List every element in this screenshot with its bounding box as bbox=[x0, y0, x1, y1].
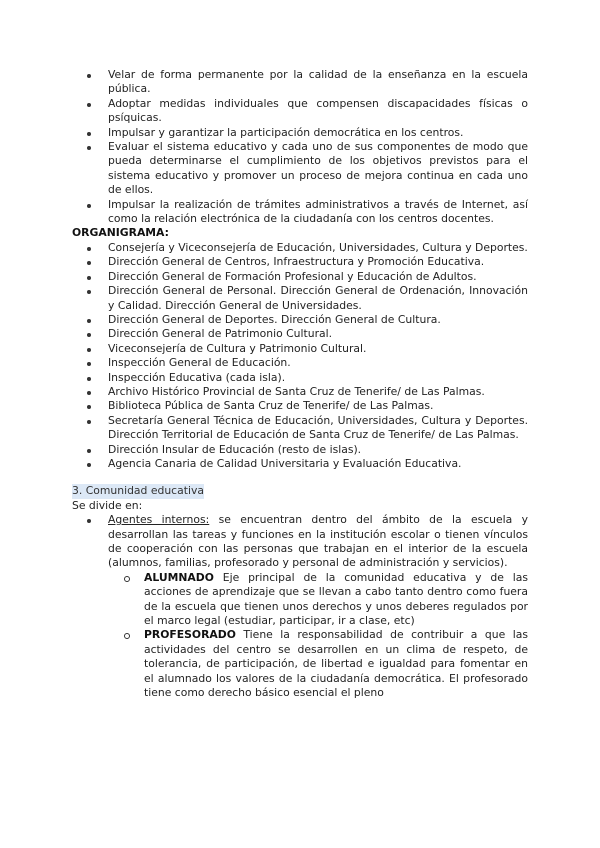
bullet-dot-icon bbox=[87, 333, 91, 337]
list-item-text: Inspección General de Educación. bbox=[108, 356, 291, 370]
list-item bbox=[108, 443, 528, 457]
list-item-text: Biblioteca Pública de Santa Cruz de Tenerife/ de Las Palmas. bbox=[108, 399, 434, 413]
list-item-text: Dirección General de Formación Profesional y Educación de Adultos. bbox=[108, 269, 477, 283]
list-item-text: Viceconsejería de Cultura y Patrimonio Cultural. bbox=[108, 341, 367, 355]
list-item-text: Dirección General de Personal. Dirección General de Ordenación, Innovación y Calidad. Dirección General de Universidades. bbox=[108, 284, 528, 312]
list-item-text: Dirección General de Deportes. Dirección General de Cultura. bbox=[108, 312, 441, 326]
organigrama-list bbox=[72, 241, 528, 472]
section-3-heading bbox=[72, 484, 528, 498]
profesorado-text: Tiene la responsabilidad de contribuir a que las actividades del centro se desarrollen en un clima de respeto, de tolerancia, de participación, de libertad e igualdad para fomentar en el alumnado los valores de la ciudadanía democrática. El profesorado tiene como derecho básico esencial el pleno bbox=[144, 628, 528, 700]
bullet-dot-icon bbox=[87, 74, 91, 78]
bullet-dot-icon bbox=[87, 420, 91, 424]
list-item bbox=[144, 571, 528, 629]
list-item bbox=[108, 270, 528, 284]
agentes-internos-label: Agentes internos: bbox=[108, 513, 210, 527]
bullet-dot-icon bbox=[87, 132, 91, 136]
agentes-sublist bbox=[108, 571, 528, 701]
profesorado-label: PROFESORADO bbox=[144, 628, 236, 642]
list-item bbox=[108, 399, 528, 413]
bullet-dot-icon bbox=[87, 348, 91, 352]
list-item bbox=[108, 356, 528, 370]
bullet-dot-icon bbox=[87, 146, 91, 150]
bullet-dot-icon bbox=[87, 319, 91, 323]
list-item bbox=[108, 457, 528, 471]
list-item bbox=[108, 97, 528, 126]
bullet-dot-icon bbox=[87, 463, 91, 467]
bullet-dot-icon bbox=[87, 247, 91, 251]
alumnado-text: Eje principal de la comunidad educativa y de las acciones de aprendizaje que se llevan a cabo tanto dentro como fuera de la escuela que tienen unos derechos y unos deberes regulados por el marco legal (estudiar, participar, ir a clase, etc) bbox=[144, 570, 528, 628]
bullet-ring-icon bbox=[124, 576, 130, 582]
list-item-text: Impulsar la realización de trámites administrativos a través de Internet, así como la relación electrónica de la ciudadanía con los centros docentes. bbox=[108, 197, 528, 226]
list-item bbox=[108, 371, 528, 385]
list-item bbox=[108, 140, 528, 198]
list-item bbox=[108, 68, 528, 97]
list-item-text: Velar de forma permanente por la calidad de la enseñanza en la escuela pública. bbox=[108, 68, 528, 96]
bullet-dot-icon bbox=[87, 261, 91, 265]
list-item-text: Evaluar el sistema educativo y cada uno de sus componentes de modo que pueda determinarse el cumplimiento de los objetivos previstos para el sistema educativo y promover un proceso de mejora continua en cada uno de ellos. bbox=[108, 140, 528, 197]
list-item-text: Adoptar medidas individuales que compensen discapacidades físicas o psíquicas. bbox=[108, 96, 528, 125]
list-item-text: Consejería y Viceconsejería de Educación, Universidades, Cultura y Deportes. bbox=[108, 240, 528, 254]
list-item bbox=[108, 414, 528, 443]
list-item bbox=[108, 284, 528, 313]
bullet-dot-icon bbox=[87, 290, 91, 294]
bullet-dot-icon bbox=[87, 103, 91, 107]
bullet-dot-icon bbox=[87, 405, 91, 409]
section-3-title: 3. Comunidad educativa bbox=[72, 484, 204, 498]
bullet-dot-icon bbox=[87, 276, 91, 280]
document-page bbox=[72, 68, 528, 700]
list-item bbox=[108, 126, 528, 140]
bullet-dot-icon bbox=[87, 377, 91, 381]
list-item-text: Archivo Histórico Provincial de Santa Cruz de Tenerife/ de Las Palmas. bbox=[108, 384, 485, 398]
objectives-list bbox=[72, 68, 528, 226]
agentes-internos-text: se encuentran dentro del ámbito de la escuela y desarrollan las tareas y funciones en la institución escolar o tienen vínculos de cooperación con las personas que trabajan en el interior de la escuela (alumnos, familias, profesorado y personal de administración y servicios). bbox=[108, 513, 528, 570]
list-item bbox=[108, 327, 528, 341]
list-item bbox=[108, 255, 528, 269]
bullet-dot-icon bbox=[87, 449, 91, 453]
list-item bbox=[144, 628, 528, 700]
bullet-dot-icon bbox=[87, 362, 91, 366]
organigrama-heading: ORGANIGRAMA: bbox=[72, 226, 169, 240]
spacer bbox=[72, 471, 528, 484]
list-item bbox=[108, 198, 528, 227]
bullet-dot-icon bbox=[87, 391, 91, 395]
alumnado-label: ALUMNADO bbox=[144, 570, 214, 584]
section-3-intro: Se divide en: bbox=[72, 498, 143, 512]
bullet-dot-icon bbox=[87, 204, 91, 208]
list-item-text: Agencia Canaria de Calidad Universitaria y Evaluación Educativa. bbox=[108, 456, 462, 470]
list-item-text: Dirección Insular de Educación (resto de islas). bbox=[108, 442, 362, 456]
list-item-text: Inspección Educativa (cada isla). bbox=[108, 370, 286, 384]
list-item bbox=[108, 241, 528, 255]
list-item-text: Secretaría General Técnica de Educación, Universidades, Cultura y Deportes. Dirección Territorial de Educación de Santa Cruz de Tenerife/ de Las Palmas. bbox=[108, 413, 528, 442]
agentes-list bbox=[72, 513, 528, 700]
bullet-ring-icon bbox=[124, 633, 130, 639]
list-item bbox=[108, 513, 528, 700]
list-item bbox=[108, 313, 528, 327]
list-item-text: Dirección General de Centros, Infraestructura y Promoción Educativa. bbox=[108, 255, 485, 269]
list-item-text: Impulsar y garantizar la participación democrática en los centros. bbox=[108, 125, 464, 139]
list-item bbox=[108, 385, 528, 399]
list-item bbox=[108, 342, 528, 356]
list-item-text: Dirección General de Patrimonio Cultural. bbox=[108, 327, 333, 341]
bullet-dot-icon bbox=[87, 519, 91, 523]
